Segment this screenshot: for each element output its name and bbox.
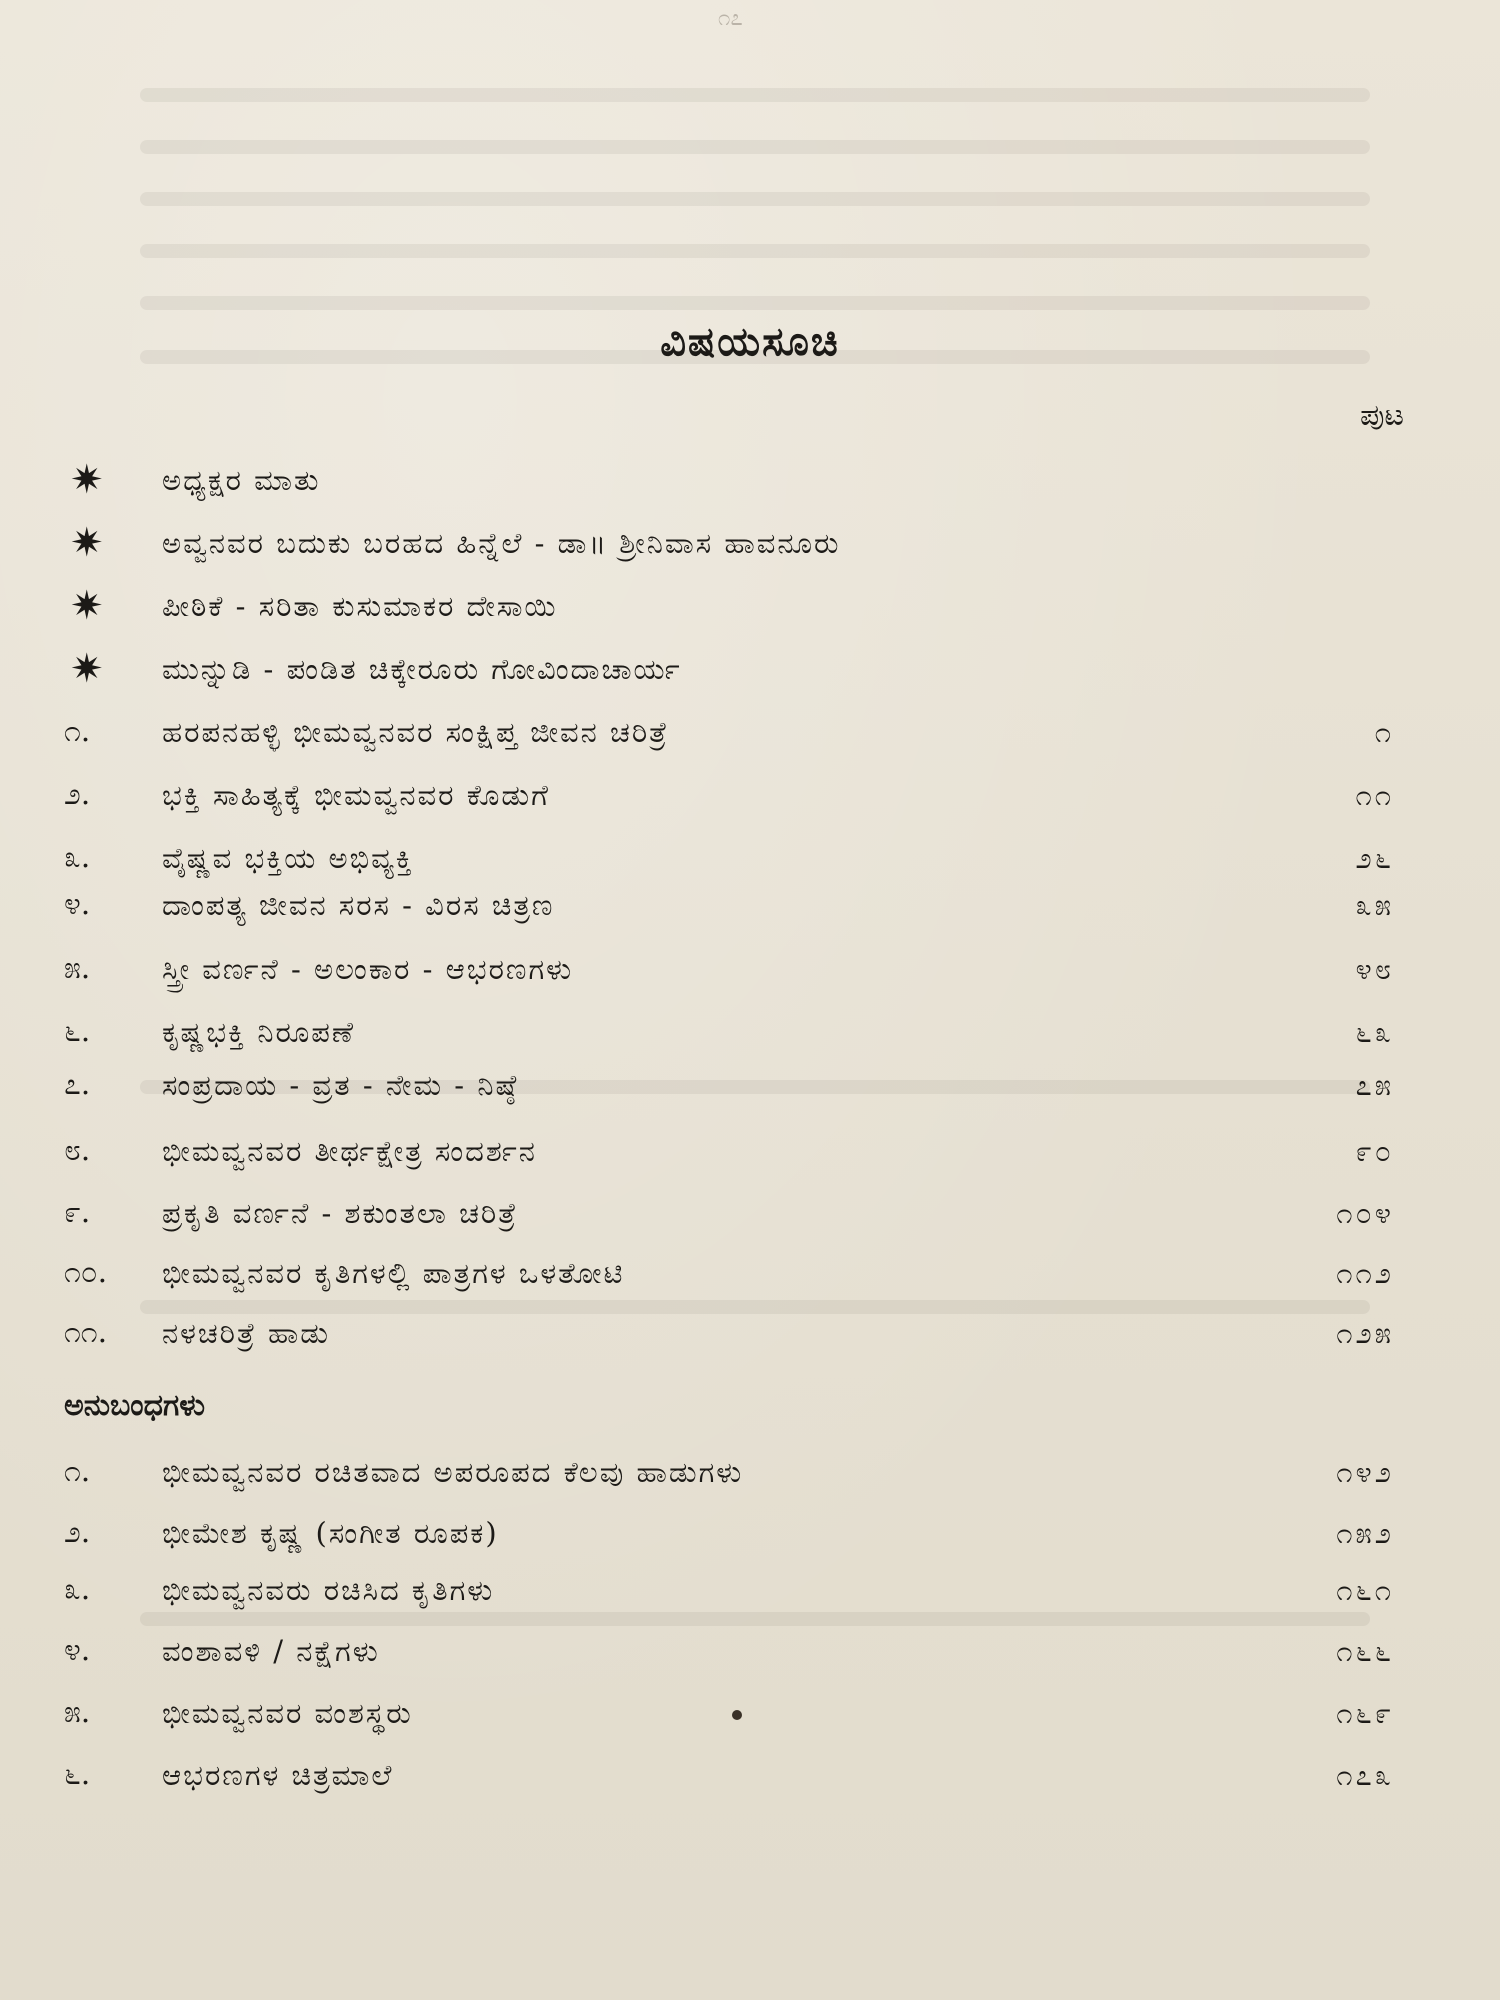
- page-column-label: ಪುಟ: [1359, 398, 1404, 433]
- toc-entry-title: ಹರಪನಹಳ್ಳಿ ಭೀಮವ್ವನವರ ಸಂಕ್ಷಿಪ್ತ ಜೀವನ ಚರಿತ್ರೆ: [162, 715, 669, 749]
- toc-entry-title: ನಳಚರಿತ್ರೆ ಹಾಡು: [162, 1316, 330, 1350]
- toc-entry-number: ೯.: [64, 1195, 91, 1230]
- toc-entry-title: ಮುನ್ನುಡಿ - ಪಂಡಿತ ಚಿಕ್ಕೇರೂರು ಗೋವಿಂದಾಚಾರ್ಯ: [162, 652, 682, 686]
- star-icon: ✷: [70, 583, 104, 629]
- toc-entry-number: ೮.: [64, 1133, 91, 1168]
- toc-entry-number: ೬.: [64, 1014, 91, 1049]
- toc-entry-number: ೩.: [64, 840, 91, 875]
- toc-entry-number: ೭.: [64, 1067, 91, 1102]
- appendix-entry-title: ಭೀಮೇಶ ಕೃಷ್ಣ (ಸಂಗೀತ ರೂಪಕ): [162, 1516, 499, 1550]
- appendix-entry-number: ೪.: [64, 1633, 91, 1668]
- toc-row: [0, 1248, 1500, 1298]
- toc-entry-page: ೧೨೫: [1336, 1316, 1394, 1350]
- appendix-row: [0, 1750, 1500, 1800]
- toc-entry-number: ೫.: [64, 951, 91, 986]
- toc-entry-page: ೭೫: [1355, 1068, 1394, 1102]
- bleed-through-line: [140, 140, 1370, 154]
- appendix-entry-number: ೫.: [64, 1695, 91, 1730]
- toc-entry-page: ೧೦೪: [1336, 1196, 1394, 1230]
- toc-entry-title: ಪ್ರಕೃತಿ ವರ್ಣನೆ - ಶಕುಂತಲಾ ಚರಿತ್ರೆ: [162, 1196, 518, 1230]
- star-icon: ✷: [70, 457, 104, 503]
- toc-entry-number: ೧.: [64, 714, 91, 749]
- toc-entry-page: ೬೩: [1355, 1015, 1394, 1049]
- toc-entry-title: ಪೀಠಿಕೆ - ಸರಿತಾ ಕುಸುಮಾಕರ ದೇಸಾಯಿ: [162, 589, 558, 623]
- toc-entry-page: ೧೧: [1355, 778, 1394, 812]
- appendix-entry-number: ೩.: [64, 1572, 91, 1607]
- appendix-entry-page: ೧೬೧: [1336, 1573, 1394, 1607]
- appendix-entry-number: ೧.: [64, 1454, 91, 1489]
- toc-entry-title: ದಾಂಪತ್ಯ ಜೀವನ ಸರಸ - ವಿರಸ ಚಿತ್ರಣ: [162, 888, 555, 922]
- toc-entry-title: ಸಂಪ್ರದಾಯ - ವ್ರತ - ನೇಮ - ನಿಷ್ಠೆ: [162, 1068, 519, 1102]
- toc-entry-page: ೩೫: [1355, 888, 1394, 922]
- appendix-entry-page: ೧೬೬: [1336, 1634, 1394, 1668]
- toc-row: [0, 518, 1500, 568]
- toc-entry-number: ೪.: [64, 887, 91, 922]
- toc-row: [0, 1308, 1500, 1358]
- toc-row: [0, 880, 1500, 930]
- toc-entry-number: ೧೦.: [64, 1255, 108, 1290]
- toc-entry-title: ಸ್ತ್ರೀ ವರ್ಣನೆ - ಅಲಂಕಾರ - ಆಭರಣಗಳು: [162, 952, 574, 986]
- bleed-through-line: [140, 296, 1370, 310]
- star-icon: ✷: [70, 646, 104, 692]
- appendix-row: [0, 1508, 1500, 1558]
- toc-entry-page: ೪೮: [1355, 952, 1394, 986]
- appendix-entry-title: ಭೀಮವ್ವನವರ ವಂಶಸ್ಥರು: [162, 1696, 413, 1730]
- appendix-entry-page: ೧೬೯: [1336, 1696, 1394, 1730]
- toc-row: [0, 944, 1500, 994]
- toc-row: [0, 1007, 1500, 1057]
- appendix-entry-page: ೧೭೩: [1336, 1758, 1394, 1792]
- toc-entry-page: ೧೧೨: [1336, 1256, 1394, 1290]
- toc-row: [0, 1188, 1500, 1238]
- appendix-entry-page: ೧೪೨: [1336, 1455, 1394, 1489]
- toc-entry-title: ಭಕ್ತಿ ಸಾಹಿತ್ಯಕ್ಕೆ ಭೀಮವ್ವನವರ ಕೊಡುಗೆ: [162, 778, 550, 812]
- page-folio: ೧೭: [718, 6, 743, 31]
- toc-entry-title: ಅವ್ವನವರ ಬದುಕು ಬರಹದ ಹಿನ್ನೆಲೆ - ಡಾ॥ ಶ್ರೀನಿವಾಸ ಹಾವನೂರು: [162, 526, 841, 560]
- toc-row: [0, 581, 1500, 631]
- toc-entry-page: ೧: [1374, 715, 1394, 749]
- appendix-entry-number: ೬.: [64, 1757, 91, 1792]
- appendix-entry-title: ಭೀಮವ್ವನವರ ರಚಿತವಾದ ಅಪರೂಪದ ಕೆಲವು ಹಾಡುಗಳು: [162, 1455, 744, 1489]
- appendix-entry-page: ೧೫೨: [1336, 1516, 1394, 1550]
- appendix-row: [0, 1688, 1500, 1738]
- appendix-entry-title: ಆಭರಣಗಳ ಚಿತ್ರಮಾಲೆ: [162, 1758, 394, 1792]
- bleed-through-line: [140, 244, 1370, 258]
- toc-row: [0, 1060, 1500, 1110]
- star-icon: ✷: [70, 520, 104, 566]
- bleed-through-line: [140, 88, 1370, 102]
- toc-entry-title: ಭೀಮವ್ವನವರ ತೀರ್ಥಕ್ಷೇತ್ರ ಸಂದರ್ಶನ: [162, 1134, 537, 1168]
- bleed-through-line: [140, 192, 1370, 206]
- toc-entry-page: ೯೦: [1355, 1134, 1394, 1168]
- toc-entry-number: ೨.: [64, 777, 91, 812]
- toc-row: [0, 770, 1500, 820]
- appendix-row: [0, 1626, 1500, 1676]
- toc-row: [0, 1126, 1500, 1176]
- ink-speck: [732, 1710, 742, 1720]
- toc-row: [0, 455, 1500, 505]
- appendix-heading: ಅನುಬಂಧಗಳು: [64, 1388, 206, 1423]
- toc-row: [0, 644, 1500, 694]
- appendix-entry-title: ವಂಶಾವಳಿ / ನಕ್ಷೆಗಳು: [162, 1634, 380, 1668]
- toc-entry-title: ವೈಷ್ಣವ ಭಕ್ತಿಯ ಅಭಿವ್ಯಕ್ತಿ: [162, 841, 414, 875]
- appendix-entry-number: ೨.: [64, 1515, 91, 1550]
- toc-row: [0, 707, 1500, 757]
- toc-row: [0, 833, 1500, 883]
- appendix-row: [0, 1565, 1500, 1615]
- toc-entry-title: ಭೀಮವ್ವನವರ ಕೃತಿಗಳಲ್ಲಿ ಪಾತ್ರಗಳ ಒಳತೋಟಿ: [162, 1256, 625, 1290]
- appendix-row: [0, 1447, 1500, 1497]
- page-title: ವಿಷಯಸೂಚಿ: [660, 318, 840, 365]
- toc-entry-page: ೨೬: [1355, 841, 1394, 875]
- toc-entry-title: ಅಧ್ಯಕ್ಷರ ಮಾತು: [162, 463, 321, 497]
- toc-entry-title: ಕೃಷ್ಣಭಕ್ತಿ ನಿರೂಪಣೆ: [162, 1015, 355, 1049]
- appendix-entry-title: ಭೀಮವ್ವನವರು ರಚಿಸಿದ ಕೃತಿಗಳು: [162, 1573, 495, 1607]
- toc-entry-number: ೧೧.: [64, 1315, 108, 1350]
